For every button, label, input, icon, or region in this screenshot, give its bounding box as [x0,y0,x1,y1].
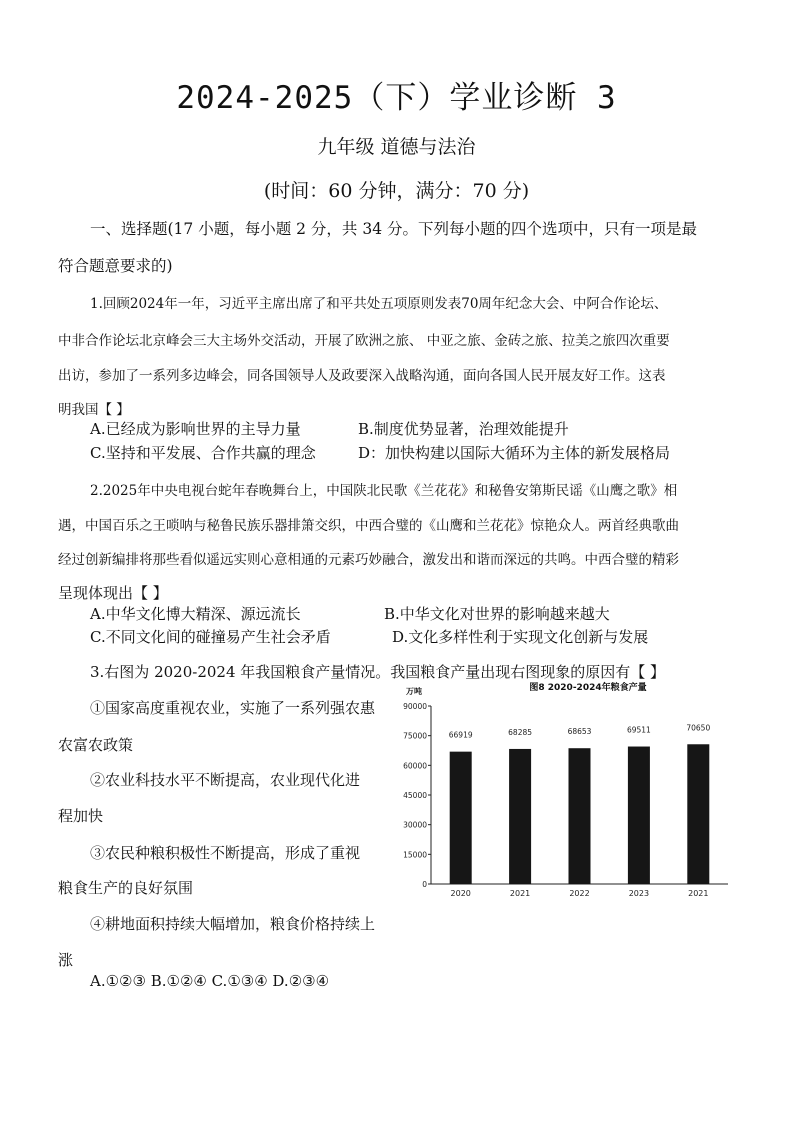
bar-value-label: 70650 [686,723,711,733]
bar [509,749,531,884]
question-1-option-c[interactable]: C.坚持和平发展、合作共赢的理念 [90,444,316,462]
question-3-item: ②农业科技水平不断提高，农业现代化进 [90,771,361,789]
bar-value-label: 68653 [567,727,592,737]
bar [687,744,709,884]
question-3-options[interactable]: A.①②③ B.①②④ C.①③④ D.②③④ [90,972,330,990]
question-2-option-b[interactable]: B.中华文化对世界的影响越来越大 [384,605,610,623]
bar-value-label: 66919 [448,730,473,740]
x-tick-label: 2022 [569,889,590,898]
question-2-line: 2.2025年中央电视台蛇年春晚舞台上，中国陕北民歌《兰花花》和秘鲁安第斯民谣《山鹰之歌》相 [90,483,678,499]
bar-chart-svg [398,678,733,900]
question-2-option-c[interactable]: C.不同文化间的碰撞易产生社会矛盾 [90,628,331,646]
y-axis-label: 万吨 [406,687,422,696]
question-1-line: 中非合作论坛北京峰会三大主场外交活动，开展了欧洲之旅、 中亚之旅、金砖之旅、拉美之旅四次重要 [58,333,670,349]
question-1-line: 明我国【 】 [58,402,130,418]
y-tick-label: 30000 [403,820,427,830]
question-2-option-d[interactable]: D.文化多样性利于实现文化创新与发展 [392,628,649,646]
grain-output-chart [398,678,733,900]
question-3-item: 农富农政策 [58,736,134,754]
question-2-line: 呈现体现出【 】 [58,584,168,602]
x-tick-label: 2021 [688,889,709,898]
question-3-item: 涨 [58,951,74,969]
question-3-item: 程加快 [58,807,104,825]
question-2-option-a[interactable]: A.中华文化博大精深、源远流长 [90,605,301,623]
question-1-option-b[interactable]: B.制度优势显著，治理效能提升 [358,420,569,438]
chart-title: 图8 2020-2024年粮食产量 [529,683,647,693]
x-tick-label: 2023 [628,889,650,898]
section-heading: 一、选择题(17 小题，每小题 2 分，共 34 分。下列每小题的四个选项中，只有一项是最 [90,220,697,238]
question-3-item: ④耕地面积持续大幅增加，粮食价格持续上 [90,915,376,933]
bar [450,752,472,884]
bar [569,748,591,884]
y-tick-label: 60000 [403,761,427,771]
y-tick-label: 0 [422,880,427,889]
question-1-option-a[interactable]: A.已经成为影响世界的主导力量 [90,420,301,438]
question-1-option-d[interactable]: D：加快构建以国际大循环为主体的新发展格局 [358,444,671,462]
page-title: 2024-2025（下）学业诊断 3 [176,80,617,116]
question-3-item: 粮食生产的良好氛围 [58,879,194,897]
y-tick-label: 45000 [403,791,427,800]
question-1-line: 出访，参加了一系列多边峰会，同各国领导人及政要深入战略沟通，面向各国人民开展友好工作。这表 [58,368,666,384]
x-tick-label: 2021 [509,889,531,898]
question-2-line: 经过创新编排将那些看似遥远实则心意相通的元素巧妙融合，激发出和谐而深远的共鸣。中西合璧的精彩 [58,552,679,568]
subject-line: 九年级 道德与法治 [317,136,476,158]
bar [628,747,650,884]
time-info: (时间：60 分钟，满分：70 分) [263,180,530,202]
y-tick-label: 90000 [403,702,427,711]
bar-value-label: 69511 [626,725,651,735]
question-3-item: ③农民种粮积极性不断提高，形成了重视 [90,844,361,862]
question-3-stem: 3.右图为 2020-2024 年我国粮食产量情况。我国粮食产量出现右图现象的原因有【 】 [90,663,666,681]
y-tick-label: 15000 [403,850,427,860]
bar-value-label: 68285 [508,727,533,737]
section-heading-cont: 符合题意要求的) [58,257,173,275]
question-3-item: ①国家高度重视农业，实施了一系列强农惠 [90,699,376,717]
y-tick-label: 75000 [403,731,427,741]
x-tick-label: 2020 [450,889,471,898]
question-1-line: 1.回顾2024年一年，习近平主席出席了和平共处五项原则发表70周年纪念大会、中阿合作论坛、 [90,296,668,312]
question-2-line: 遇，中国百乐之王唢呐与秘鲁民族乐器排箫交织，中西合璧的《山鹰和兰花花》惊艳众人。两首经典歌曲 [58,518,679,534]
